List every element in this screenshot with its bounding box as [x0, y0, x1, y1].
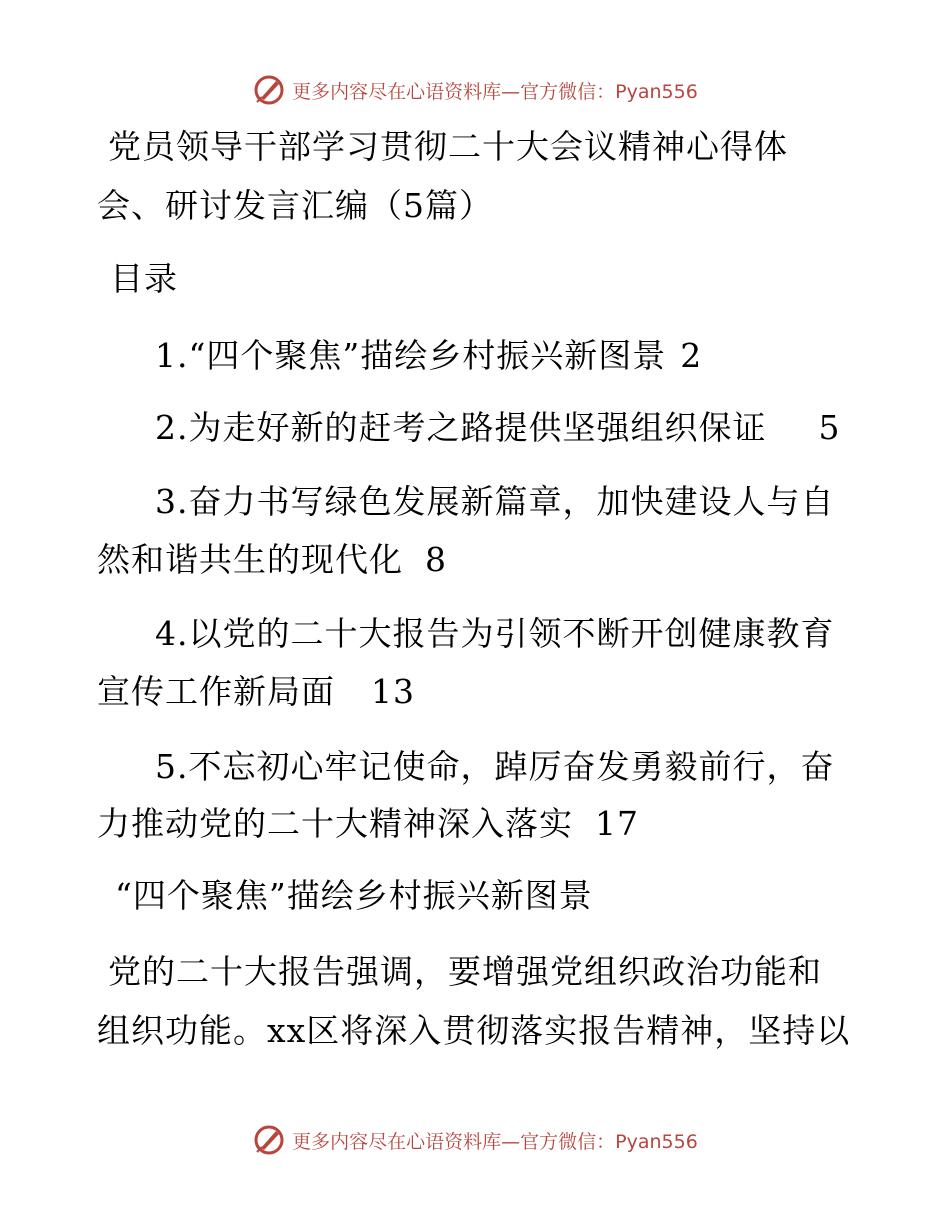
- toc-item-1[interactable]: [155, 336, 702, 376]
- toc-item-number: 4.: [155, 614, 189, 653]
- footer-banner-text: 更多内容尽在心语资料库—官方微信：Pyan556: [292, 1130, 698, 1153]
- toc-item-number: 2.: [155, 408, 189, 447]
- document-title-line-1: 党员领导干部学习贯彻二十大会议精神心得体: [108, 127, 788, 166]
- toc-item-4-line-2[interactable]: [97, 672, 415, 712]
- toc-item-page: 13: [371, 672, 415, 711]
- toc-item-page: 5: [818, 408, 841, 447]
- toc-item-title: 不忘初心牢记使命，踔厉奋发勇毅前行，奋: [188, 747, 835, 786]
- toc-item-number: 5.: [155, 747, 189, 786]
- body-paragraph-line-2: 组织功能。xx区将深入贯彻落实报告精神，坚持以: [97, 1011, 851, 1050]
- header-banner-text: 更多内容尽在心语资料库—官方微信：Pyan556: [292, 80, 698, 103]
- toc-item-3-line-1[interactable]: [155, 482, 835, 522]
- toc-item-title-continued: 宣传工作新局面: [97, 672, 335, 711]
- section-heading: “四个聚焦”描绘乡村振兴新图景: [115, 876, 593, 915]
- toc-item-number: 3.: [155, 482, 189, 521]
- toc-item-title: “四个聚焦”描绘乡村振兴新图景: [188, 336, 667, 375]
- header-banner: [0, 70, 950, 110]
- quill-pen-logo-icon: [252, 73, 286, 107]
- toc-item-5-line-2[interactable]: [97, 804, 639, 844]
- quill-pen-logo-icon: [252, 1123, 286, 1157]
- toc-item-page: 2: [680, 336, 703, 375]
- toc-item-title: 以党的二十大报告为引领不断开创健康教育: [188, 614, 835, 653]
- toc-item-title: 为走好新的赶考之路提供坚强组织保证: [188, 408, 767, 447]
- toc-item-title-continued: 然和谐共生的现代化: [97, 540, 403, 579]
- toc-item-3-line-2[interactable]: [97, 540, 447, 580]
- toc-heading: 目录: [110, 259, 178, 298]
- toc-item-5-line-1[interactable]: [155, 747, 835, 787]
- footer-banner: [0, 1120, 950, 1160]
- body-paragraph-line-1: 党的二十大报告强调，要增强党组织政治功能和: [108, 952, 822, 991]
- toc-item-page: 17: [595, 804, 639, 843]
- toc-item-title: 奋力书写绿色发展新篇章，加快建设人与自: [188, 482, 835, 521]
- toc-item-4-line-1[interactable]: [155, 614, 835, 654]
- toc-item-title-continued: 力推动党的二十大精神深入落实: [97, 804, 573, 843]
- document-title-line-2: 会、研讨发言汇编（5篇）: [97, 186, 493, 225]
- toc-item-2[interactable]: [155, 408, 841, 448]
- toc-item-page: 8: [425, 540, 447, 579]
- toc-item-number: 1.: [155, 336, 189, 375]
